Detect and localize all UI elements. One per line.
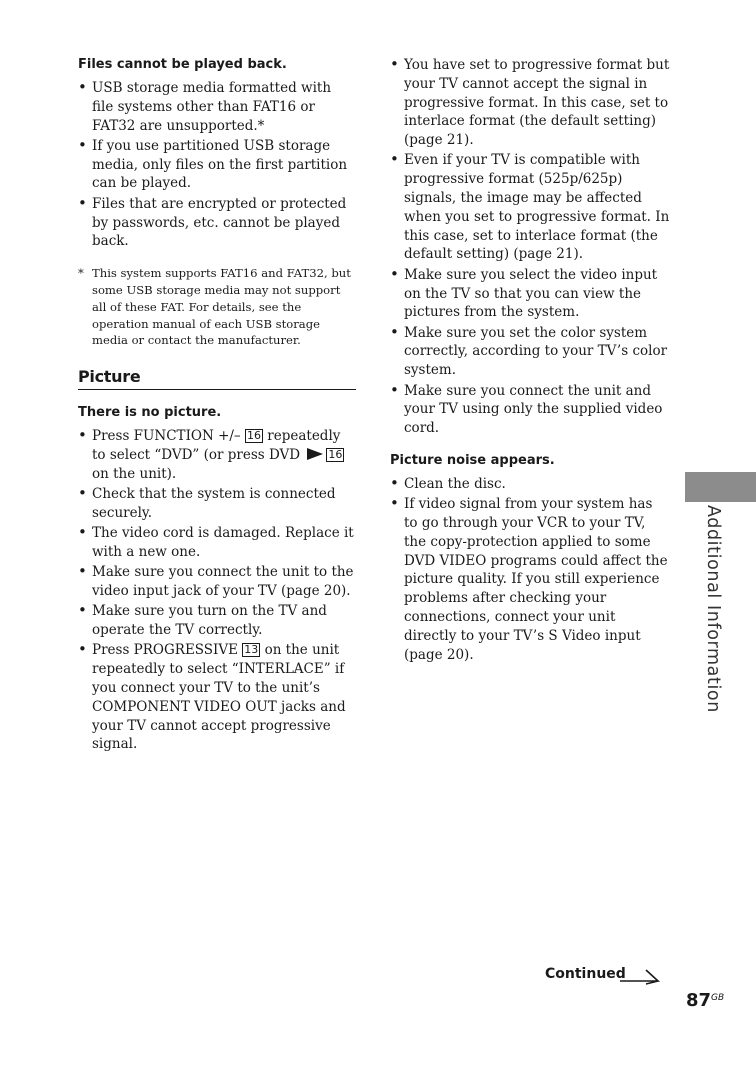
list-item: • Press FUNCTION +/– 16 repeatedly to select “DVD” (or press DVD 16 on the unit).: [78, 427, 356, 483]
list-item: • If video signal from your system has to go through your VCR to your TV, the copy-protection applied to some DVD VIDEO programs could affect the picture quality. If you still experience problems after checking your connections, connect your unit directly to your TV’s S Video input (page 20).: [390, 495, 670, 664]
continued-arrow-icon: [618, 964, 666, 986]
footnote-marker: *: [78, 266, 84, 281]
right-column: [390, 56, 670, 666]
list-item: • You have set to progressive format but your TV cannot accept the signal in progressive format. In this case, set to interlace format (the default setting) (page 21).: [390, 56, 670, 150]
no-picture-heading: There is no picture.: [78, 405, 222, 421]
side-tab-marker: [685, 472, 756, 502]
list-item: • If you use partitioned USB storage media, only files on the first partition can be played.: [78, 137, 356, 193]
play-triangle-icon: [307, 448, 323, 460]
ref-number-16: 16: [246, 429, 261, 443]
noise-list: [390, 475, 670, 664]
list-item: • Make sure you connect the unit to the video input jack of your TV (page 20).: [78, 563, 356, 601]
noise-heading: Picture noise appears.: [390, 452, 555, 468]
continued-label: Continued: [545, 966, 626, 982]
page-number: 87: [686, 990, 712, 1011]
list-item: • Check that the system is connected securely.: [78, 485, 356, 523]
ref-number-13: 13: [244, 643, 259, 657]
list-item: • Make sure you set the color system correctly, according to your TV’s color system.: [390, 324, 670, 380]
list-item: • Make sure you connect the unit and your TV using only the supplied video cord.: [390, 382, 670, 438]
section-heading-picture: Picture: [78, 367, 356, 390]
list-item: • USB storage media formatted with file systems other than FAT16 or FAT32 are unsupported.*: [78, 79, 356, 135]
continued-list: [390, 56, 670, 438]
files-heading: Files cannot be played back.: [78, 57, 287, 72]
list-item: • Make sure you turn on the TV and operate the TV correctly.: [78, 602, 356, 640]
list-item: • Even if your TV is compatible with progressive format (525p/625p) signals, the image may be affected when you set to progressive format. In this case, set to interlace format (the default setting) (page 21).: [390, 151, 670, 264]
list-item: • Clean the disc.: [390, 475, 670, 494]
page-suffix: GB: [711, 993, 725, 1003]
no-picture-list: [78, 427, 356, 754]
list-item: • Files that are encrypted or protected by passwords, etc. cannot be played back.: [78, 195, 356, 251]
left-column: [78, 56, 356, 756]
footnote: [78, 265, 356, 349]
list-item: • Make sure you select the video input on the TV so that you can view the pictures from the system.: [390, 266, 670, 322]
ref-number-16: 16: [328, 447, 343, 461]
list-item: • Press PROGRESSIVE 13 on the unit repeatedly to select “INTERLACE” if you connect your TV to the unit’s COMPONENT VIDEO OUT jacks and your TV cannot accept progressive signal.: [78, 641, 356, 754]
side-tab-label: Additional Information: [703, 505, 723, 713]
footnote-text: This system supports FAT16 and FAT32, but some USB storage media may not support all of these FAT. For details, see the operation manual of each USB storage media or contact the manufacturer.: [92, 266, 351, 348]
files-list: [78, 79, 356, 251]
list-item: • The video cord is damaged. Replace it with a new one.: [78, 524, 356, 562]
